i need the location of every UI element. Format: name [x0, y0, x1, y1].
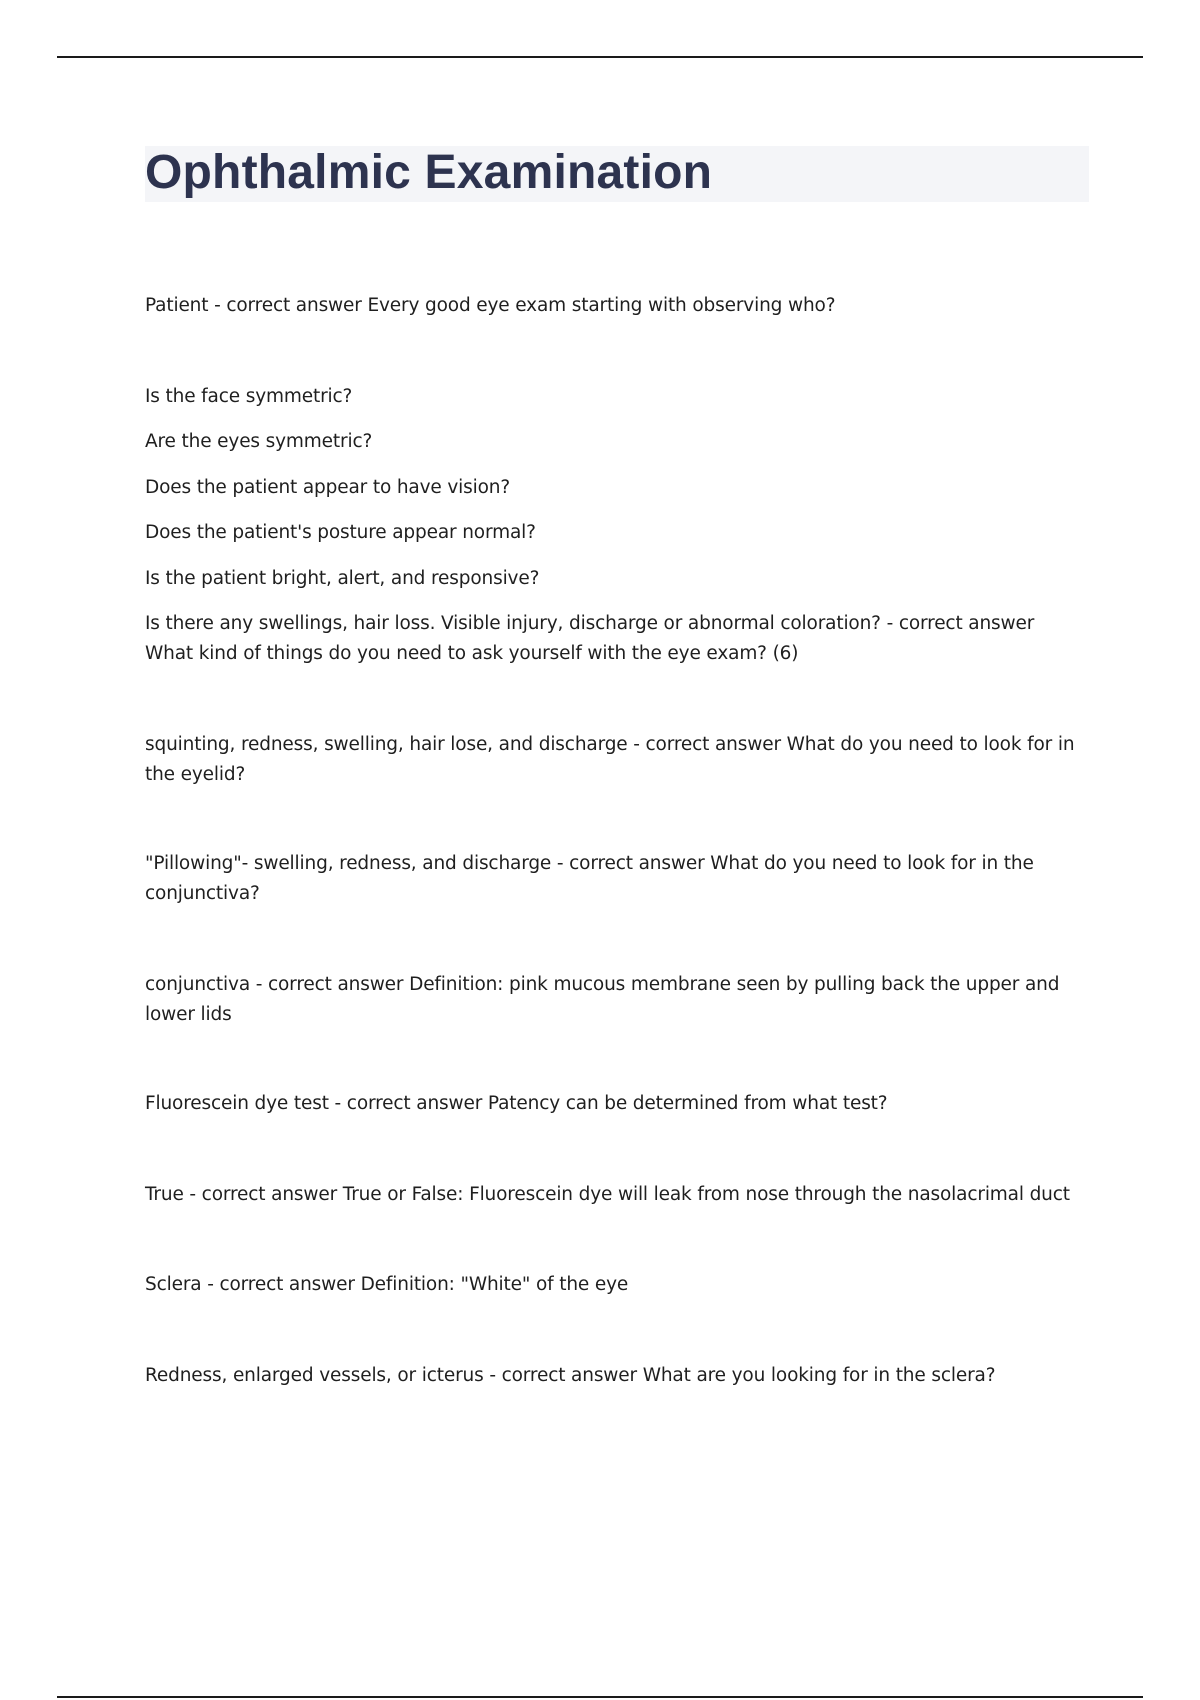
flashcard-entry: Patient - correct answer Every good eye exam starting with observing who?: [145, 295, 836, 316]
flashcard-entry: Does the patient's posture appear normal?: [145, 522, 536, 543]
flashcard-entry: Is there any swellings, hair loss. Visible injury, discharge or abnormal coloration? - correct answer What kind of things do you need to ask yourself with the eye exam? (6): [145, 613, 1035, 664]
flashcard-entry: Is the face symmetric?: [145, 386, 353, 407]
page-title: Ophthalmic Examination: [145, 146, 713, 199]
flashcard-entry: Redness, enlarged vessels, or icterus - correct answer What are you looking for in the sclera?: [145, 1365, 996, 1386]
flashcard-entry: conjunctiva - correct answer Definition: pink mucous membrane seen by pulling back the upper and lower lids: [145, 974, 1060, 1025]
flashcard-entry: Is the patient bright, alert, and responsive?: [145, 568, 540, 589]
footer-rule: [57, 1696, 1143, 1698]
flashcard-entry: Are the eyes symmetric?: [145, 431, 373, 452]
flashcard-entry: Sclera - correct answer Definition: "White" of the eye: [145, 1274, 629, 1295]
header-rule: [57, 56, 1143, 58]
flashcard-entry: "Pillowing"- swelling, redness, and discharge - correct answer What do you need to look for in the conjunctiva?: [145, 853, 1034, 904]
flashcard-entry: True - correct answer True or False: Fluorescein dye will leak from nose through the nasolacrimal duct: [145, 1184, 1070, 1205]
flashcard-entry: Does the patient appear to have vision?: [145, 477, 511, 498]
flashcard-entry: squinting, redness, swelling, hair lose, and discharge - correct answer What do you need to look for in the eyelid?: [145, 734, 1075, 785]
flashcard-entry: Fluorescein dye test - correct answer Patency can be determined from what test?: [145, 1093, 888, 1114]
